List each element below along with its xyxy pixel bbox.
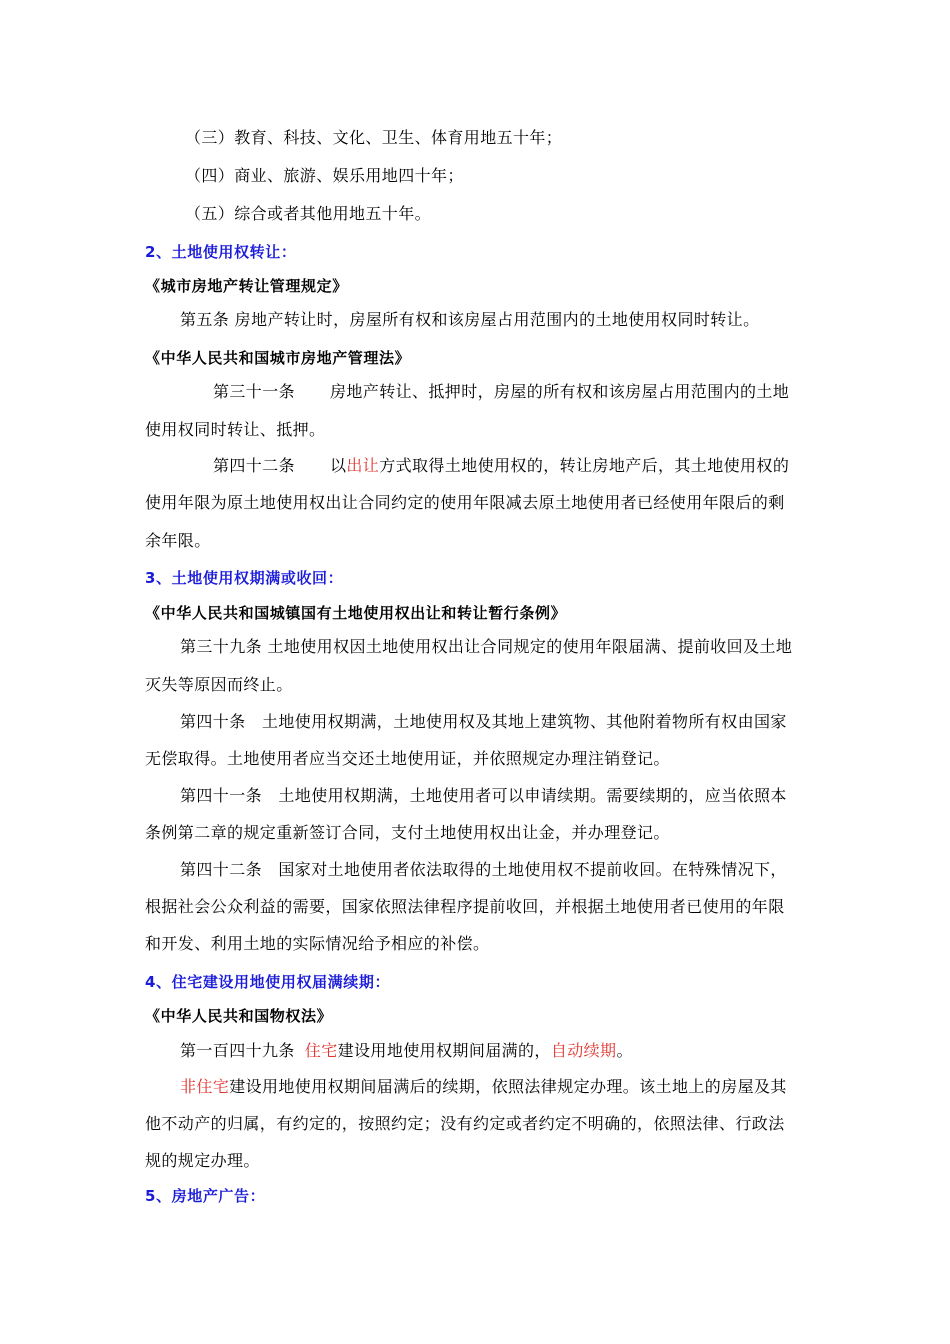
law-title-transfer-rules: 《城市房地产转让管理规定》: [145, 277, 348, 295]
law-title-property-law: 《中华人民共和国物权法》: [145, 1007, 333, 1025]
article-41-line-1: 第四十一条 土地使用权期满，土地使用者可以申请续期。需要续期的，应当依照本: [180, 786, 787, 805]
non-residential-line-1: [180, 1077, 787, 1097]
article-42b-line-2: 根据社会公众利益的需要，国家依照法律程序提前收回，并根据土地使用者已使用的年限: [145, 897, 785, 916]
law-title-land-use-regulation: 《中华人民共和国城镇国有土地使用权出让和转让暂行条例》: [145, 604, 567, 622]
article-40-line-1: 第四十条 土地使用权期满，土地使用权及其地上建筑物、其他附着物所有权由国家: [180, 712, 787, 731]
list-item-4: （四）商业、旅游、娱乐用地四十年；: [185, 166, 464, 185]
article-31-label: 第三十一条: [213, 382, 296, 401]
article-42-emphasis: 出让: [346, 456, 380, 475]
article-31-line-2: 使用权同时转让、抵押。: [145, 420, 326, 439]
section-5-heading: 5、房地产广告：: [145, 1187, 266, 1205]
article-42-label: 第四十二条: [213, 456, 296, 475]
article-149-label: 第一百四十九条: [180, 1041, 295, 1060]
article-149-emphasis-residential: 住宅: [304, 1041, 338, 1060]
article-42-line-2: 使用年限为原土地使用权出让合同约定的使用年限减去原土地使用者已经使用年限后的剩: [145, 493, 785, 512]
article-42-line-1: [213, 456, 789, 476]
article-40-line-2: 无偿取得。土地使用者应当交还土地使用证，并依照规定办理注销登记。: [145, 749, 670, 768]
law-title-real-estate-admin: 《中华人民共和国城市房地产管理法》: [145, 349, 411, 367]
section-2-heading: 2、土地使用权转让：: [145, 243, 297, 261]
article-42-line-3: 余年限。: [145, 531, 211, 550]
article-42b-line-3: 和开发、利用土地的实际情况给予相应的补偿。: [145, 934, 490, 953]
article-149-end: 。: [616, 1041, 633, 1060]
article-149-emphasis-auto-renew: 自动续期: [550, 1041, 617, 1060]
list-item-5: （五）综合或者其他用地五十年。: [185, 204, 432, 223]
article-42-pre: 以: [330, 456, 347, 475]
non-residential-text: 建设用地使用权期间届满后的续期，依照法律规定办理。该土地上的房屋及其: [229, 1077, 787, 1096]
article-42-post: 方式取得土地使用权的，转让房地产后，其土地使用权的: [379, 456, 790, 475]
non-residential-emphasis: 非住宅: [180, 1077, 230, 1096]
section-3-heading: 3、土地使用权期满或收回：: [145, 569, 344, 587]
non-residential-line-3: 规的规定办理。: [145, 1151, 260, 1170]
list-item-3: （三）教育、科技、文化、卫生、体育用地五十年；: [185, 128, 563, 147]
section-4-heading: 4、住宅建设用地使用权届满续期：: [145, 973, 391, 991]
article-149-mid: 建设用地使用权期间届满的，: [337, 1041, 551, 1060]
article-41-line-2: 条例第二章的规定重新签订合同，支付土地使用权出让金，并办理登记。: [145, 823, 670, 842]
article-5: 第五条 房地产转让时，房屋所有权和该房屋占用范围内的土地使用权同时转让。: [180, 310, 760, 329]
article-149: [180, 1041, 633, 1061]
article-39-line-2: 灭失等原因而终止。: [145, 675, 293, 694]
non-residential-line-2: 他不动产的归属，有约定的，按照约定；没有约定或者约定不明确的，依照法律、行政法: [145, 1114, 785, 1133]
article-39-line-1: 第三十九条 土地使用权因土地使用权出让合同规定的使用年限届满、提前收回及土地: [180, 637, 793, 656]
article-31-line-1: [213, 382, 789, 402]
article-42b-line-1: 第四十二条 国家对土地使用者依法取得的土地使用权不提前收回。在特殊情况下，: [180, 860, 787, 879]
article-31-text: 房地产转让、抵押时，房屋的所有权和该房屋占用范围内的土地: [330, 382, 790, 401]
